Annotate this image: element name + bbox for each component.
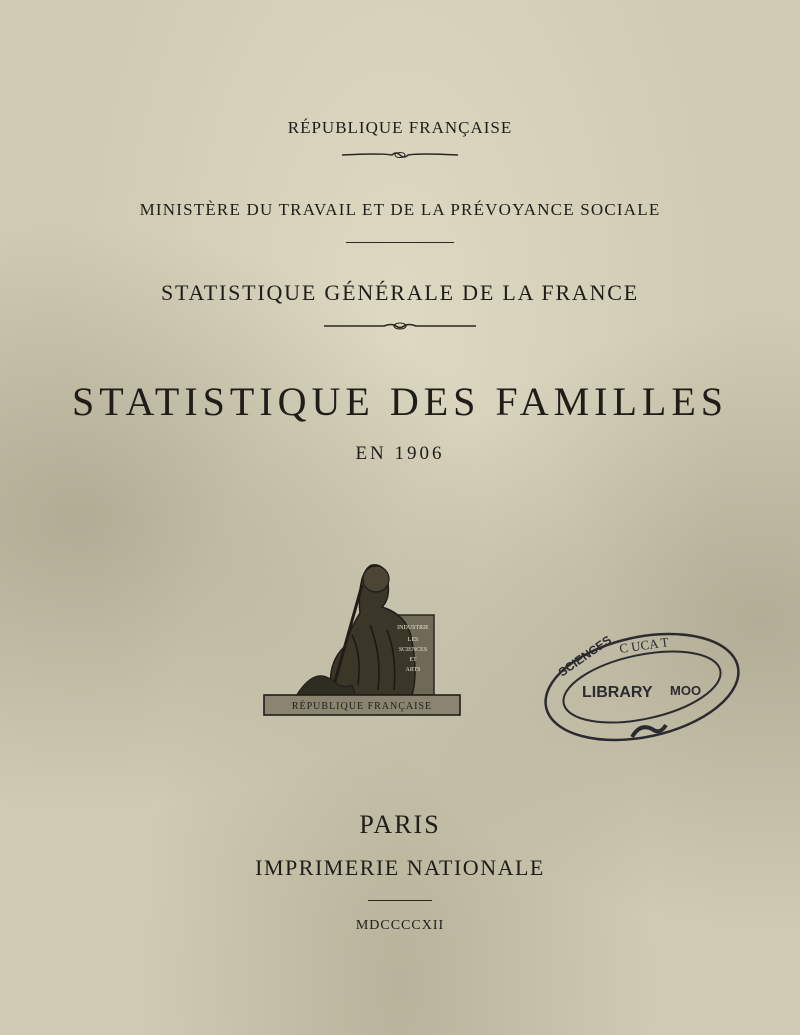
stamp-text-main: LIBRARY [582, 684, 653, 701]
stamp-text-left: SCIENCES [555, 632, 614, 680]
emblem-plaque-line-2: LES [407, 637, 419, 643]
divider-rule-2 [368, 900, 432, 901]
stamp-text-right: MOO [670, 683, 702, 698]
library-stamp [540, 625, 745, 750]
emblem-plaque-line-1: INDUSTRIE [397, 625, 429, 631]
ornament-divider-1 [340, 150, 460, 160]
imprint-city: PARIS [359, 810, 441, 839]
document-title: STATISTIQUE DES FAMILLES [71, 379, 729, 424]
stamp-text-top: C UCA T [618, 634, 670, 656]
ornament-divider-2 [322, 321, 478, 331]
divider-rule-1 [346, 242, 454, 243]
emblem-plaque-line-4: ET [409, 657, 417, 663]
emblem-plaque-line-3: SCIENCES [398, 647, 428, 653]
emblem-banner-text: RÉPUBLIQUE FRANÇAISE [291, 701, 433, 712]
imprint-printer: IMPRIMERIE NATIONALE [255, 855, 545, 880]
document-year: EN 1906 [355, 443, 445, 464]
department-heading: STATISTIQUE GÉNÉRALE DE LA FRANCE [160, 280, 640, 305]
imprint-date: MDCCCCXII [355, 918, 445, 933]
republic-heading: RÉPUBLIQUE FRANÇAISE [287, 118, 513, 137]
ministry-heading: MINISTÈRE DU TRAVAIL ET DE LA PRÉVOYANCE SOCIALE [139, 200, 661, 219]
publisher-emblem-figure [262, 555, 462, 720]
emblem-plaque-line-5: ARTS [405, 667, 421, 673]
